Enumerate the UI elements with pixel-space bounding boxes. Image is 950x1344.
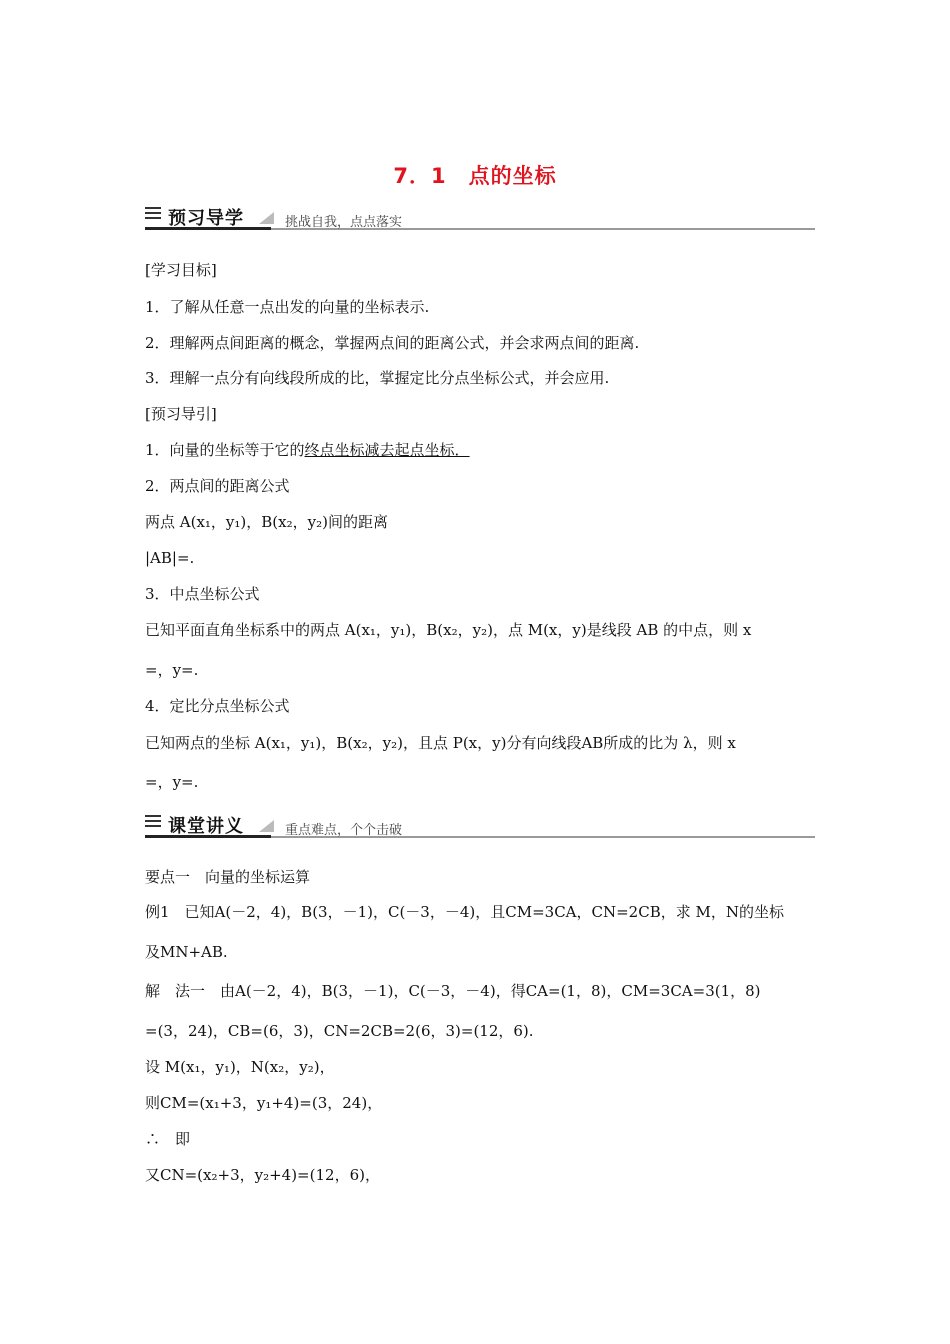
section-subtitle: 重点难点，个个击破: [285, 823, 403, 838]
stripes-icon: [145, 207, 161, 223]
guide-3: 3．中点坐标公式: [145, 585, 260, 603]
goal-1: 1．了解从任意一点出发的向量的坐标表示.: [145, 298, 430, 316]
banner-head: [145, 812, 271, 838]
guide-1: [145, 440, 470, 460]
triangle-icon: [259, 820, 274, 832]
guide-4-cont: =，y=.: [145, 773, 199, 791]
key-point-1: 要点一 向量的坐标运算: [145, 868, 311, 886]
guide-1-text: 1．向量的坐标等于它的: [145, 441, 305, 459]
solution-line-1: 解 法一 由A(－2，4)，B(3，－1)，C(－3，－4)，得CA=(1，8)，CM=3CA=3(1，8): [145, 982, 761, 1000]
example-1-line-1: 例1 已知A(－2，4)，B(3，－1)，C(－3，－4)，且CM=3CA，CN=2CB，求 M，N的坐标: [145, 903, 784, 921]
section-subtitle: 挑战自我，点点落实: [285, 215, 403, 230]
guide-2-formula: |AB|=.: [145, 549, 195, 567]
guide-1-answer: 终点坐标减去起点坐标．: [304, 441, 470, 459]
solution-line-3: 设 M(x₁，y₁)，N(x₂，y₂)，: [145, 1058, 335, 1076]
guide-3-line: 已知平面直角坐标系中的两点 A(x₁，y₁)，B(x₂，y₂)，点 M(x，y)是线段 AB 的中点，则 x: [145, 621, 752, 639]
section-banner-lecture: [145, 812, 815, 838]
stripes-icon: [145, 815, 161, 831]
guide-4: 4．定比分点坐标公式: [145, 697, 290, 715]
solution-line-6: 又CN=(x₂+3，y₂+4)=(12，6)，: [145, 1166, 380, 1184]
section-label: 预习导学: [168, 208, 244, 229]
example-1-line-2: 及MN+AB.: [145, 943, 228, 961]
guide-2-line: 两点 A(x₁，y₁)，B(x₂，y₂)间的距离: [145, 513, 388, 531]
section-banner-preview: [145, 204, 815, 230]
goal-heading: [学习目标]: [145, 261, 217, 279]
goal-3: 3．理解一点分有向线段所成的比，掌握定比分点坐标公式，并会应用.: [145, 369, 610, 387]
page-title: 7．1 点的坐标: [393, 164, 557, 188]
triangle-icon: [259, 212, 274, 224]
guide-heading: [预习导引]: [145, 405, 217, 423]
guide-4-line: 已知两点的坐标 A(x₁，y₁)，B(x₂，y₂)，且点 P(x，y)分有向线段AB所成的比为 λ，则 x: [145, 734, 736, 752]
section-label: 课堂讲义: [168, 816, 244, 837]
solution-line-2: =(3，24)，CB=(6，3)，CN=2CB=2(6，3)=(12，6).: [145, 1022, 534, 1040]
solution-line-5: ∴ 即: [145, 1130, 191, 1148]
guide-2: 2．两点间的距离公式: [145, 477, 290, 495]
goal-2: 2．理解两点间距离的概念，掌握两点间的距离公式，并会求两点间的距离.: [145, 334, 640, 352]
banner-head: [145, 204, 271, 230]
guide-3-cont: =，y=.: [145, 661, 199, 679]
solution-line-4: 则CM=(x₁+3，y₁+4)=(3，24)，: [145, 1094, 383, 1112]
